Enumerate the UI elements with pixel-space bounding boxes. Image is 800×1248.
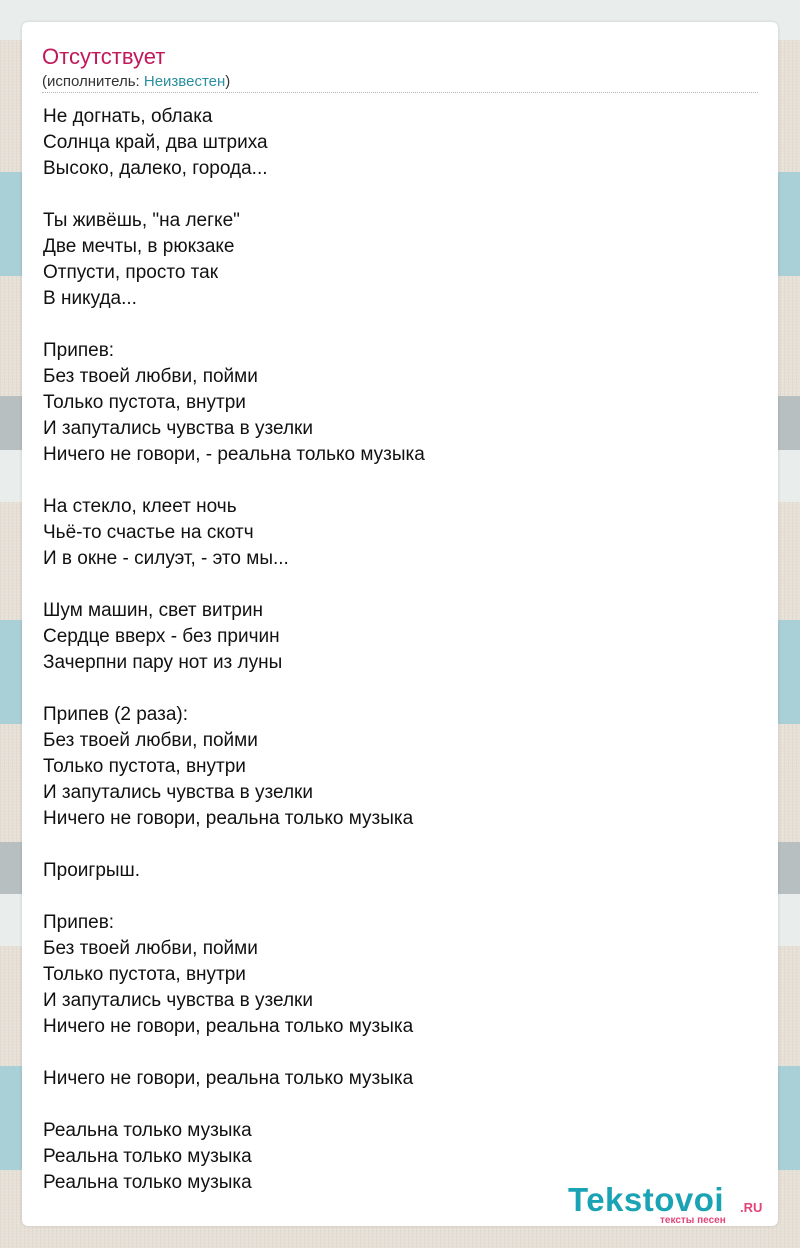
lyrics-blank-line [43,676,743,702]
lyrics-line: Реальна только музыка [43,1120,252,1141]
lyrics-blank-line [43,1092,743,1118]
lyrics-line: На стекло, клеет ночь [43,496,237,517]
lyrics-blank-line [43,182,743,208]
lyrics-line: Только пустота, внутри [43,392,246,413]
artist-link[interactable]: Неизвестен [143,73,226,90]
lyrics-line: Сердце вверх - без причин [43,626,280,647]
lyrics-line: И запутались чувства в узелки [43,782,313,803]
lyrics-line: Солнца край, два штриха [43,132,268,153]
logo-tagline: тексты песен [660,1215,726,1226]
lyrics-line: Реальна только музыка [43,1146,252,1167]
lyrics-line: Проигрыш. [43,860,141,881]
lyrics-line: Не догнать, облака [43,106,213,127]
lyrics-blank-line [43,832,743,858]
lyrics-line: И запутались чувства в узелки [43,418,313,439]
lyrics-line: Ничего не говори, - реальна только музыка [43,444,425,465]
lyrics-line: Высоко, далеко, города... [43,158,268,179]
lyrics-line: Только пустота, внутри [43,964,246,985]
lyrics-text [43,104,743,1196]
lyrics-line: Ничего не говори, реальна только музыка [43,808,414,829]
performer-suffix: ) [225,73,231,90]
lyrics-line: Зачерпни пару нот из луны [43,652,283,673]
logo-brand: Tekstovoi [568,1181,725,1218]
lyrics-line: Припев (2 раза): [43,704,189,725]
performer-prefix: (исполнитель: [42,73,144,90]
site-logo[interactable] [568,1180,778,1230]
lyrics-line: Без твоей любви, пойми [43,730,258,751]
lyrics-line: Ты живёшь, "на легке" [43,210,240,231]
lyrics-blank-line [43,572,743,598]
lyrics-line: Припев: [43,912,115,933]
lyrics-line: Без твоей любви, пойми [43,938,258,959]
lyrics-line: Чьё-то счастье на скотч [43,522,254,543]
lyrics-line: Припев: [43,340,115,361]
lyrics-line: Реальна только музыка [43,1172,252,1193]
title-divider [42,92,758,93]
lyrics-blank-line [43,884,743,910]
performer-line [42,72,230,92]
logo-tld: .RU [740,1200,763,1215]
lyrics-blank-line [43,1040,743,1066]
song-title: Отсутствует [42,44,166,69]
lyrics-blank-line [43,468,743,494]
lyrics-line: И в окне - силуэт, - это мы... [43,548,289,569]
lyrics-blank-line [43,312,743,338]
lyrics-line: Без твоей любви, пойми [43,366,258,387]
lyrics-line: Две мечты, в рюкзаке [43,236,235,257]
lyrics-line: Отпусти, просто так [43,262,219,283]
lyrics-line: Ничего не говори, реальна только музыка [43,1068,414,1089]
lyrics-line: Шум машин, свет витрин [43,600,263,621]
lyrics-line: Только пустота, внутри [43,756,246,777]
lyrics-line: В никуда... [43,288,137,309]
lyrics-line: И запутались чувства в узелки [43,990,313,1011]
lyrics-line: Ничего не говори, реальна только музыка [43,1016,414,1037]
